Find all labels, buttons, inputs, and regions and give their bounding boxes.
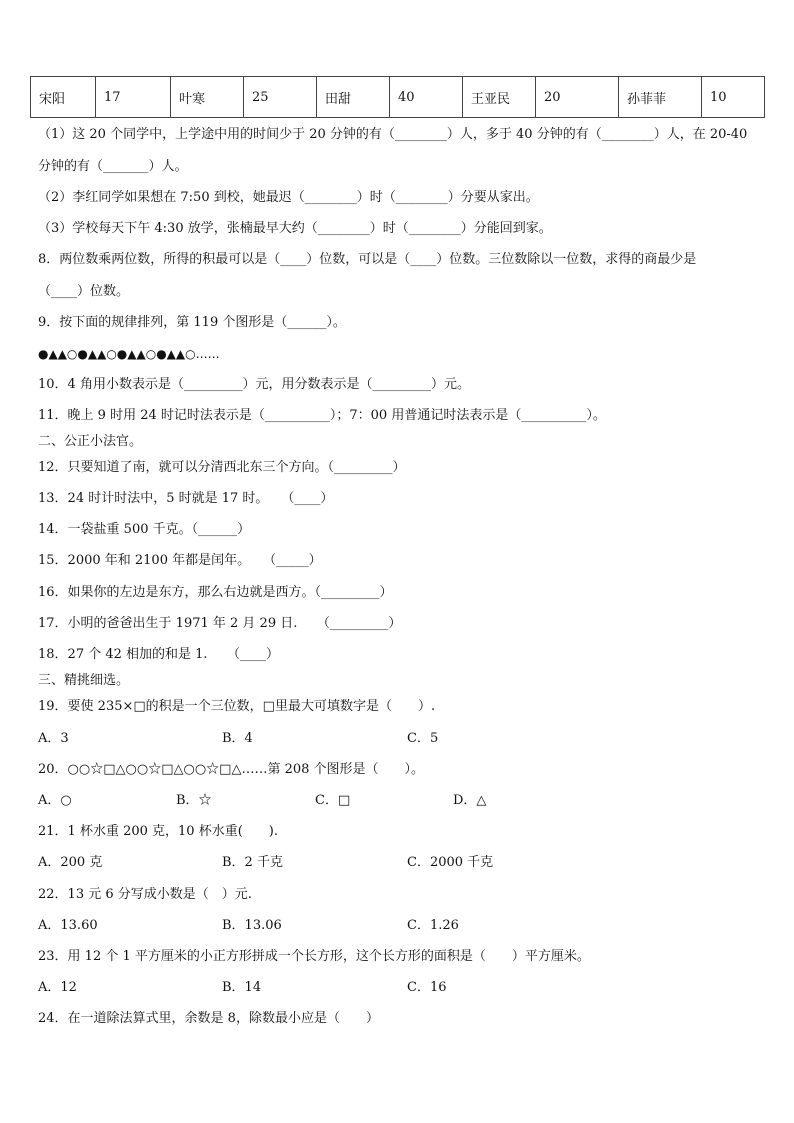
question-17: 17．小明的爸爸出生于 1971 年 2 月 29 日. （_________） <box>38 616 402 631</box>
question-11: 11．晚上 9 时用 24 时记时法表示是（__________）；7：00 用普通记时法表示是（__________）。 <box>38 408 606 423</box>
option-a: A．13.60 <box>38 918 98 933</box>
option-a: A．3 <box>38 731 69 746</box>
commute-time-table <box>30 76 765 118</box>
question-20: 20．○○☆□△○○☆□△○○☆□△……第 208 个图形是（ ）。 <box>38 762 425 777</box>
question-16: 16．如果你的左边是东方，那么右边就是西方。（_________） <box>38 585 393 600</box>
question-19: 19．要使 235×□的积是一个三位数，□里最大可填数字是（ ）. <box>38 699 436 714</box>
question-7-part-1: （1）这 20 个同学中，上学途中用的时间少于 20 分钟的有（________）人，多于 40 分钟的有（________）人，在 20-40 <box>38 127 748 142</box>
table-cell: 20 <box>536 77 619 118</box>
option-b: B．4 <box>222 731 253 746</box>
question-24: 24．在一道除法算式里，余数是 8，除数最小应是（ ） <box>38 1011 379 1026</box>
section-heading-true-false: 二、公正小法官。 <box>38 434 143 449</box>
question-9: 9．按下面的规律排列，第 119 个图形是（______）。 <box>38 315 346 330</box>
option-c: C．5 <box>407 731 439 746</box>
table-row <box>31 77 765 118</box>
table-cell: 田甜 <box>317 77 390 118</box>
table-cell: 17 <box>96 77 171 118</box>
question-18: 18．27 个 42 相加的和是 1. （____） <box>38 647 280 662</box>
question-10: 10．4 角用小数表示是（_________）元，用分数表示是（_________）元。 <box>38 377 470 392</box>
option-b: B．2 千克 <box>222 855 283 870</box>
option-a: A．200 克 <box>38 855 103 870</box>
table-cell: 40 <box>390 77 463 118</box>
option-c: C．□ <box>315 793 351 808</box>
question-7-part-3: （3）学校每天下午 4:30 放学，张楠最早大约（________）时（________）分能回到家。 <box>38 221 552 236</box>
option-c: C．2000 千克 <box>407 855 494 870</box>
question-8: 8．两位数乘两位数，所得的积最可以是（____）位数，可以是（____）位数。三位数除以一位数，求得的商最少是 <box>38 252 697 267</box>
question-15: 15．2000 年和 2100 年都是闰年。 （_____） <box>38 553 322 568</box>
option-b: B．14 <box>222 980 262 995</box>
table-cell: 宋阳 <box>31 77 96 118</box>
option-b: B．☆ <box>176 793 212 808</box>
table-cell: 叶寒 <box>171 77 244 118</box>
question-22: 22．13 元 6 分写成小数是（ ）元. <box>38 887 252 902</box>
option-c: C．16 <box>407 980 447 995</box>
question-23: 23．用 12 个 1 平方厘米的小正方形拼成一个长方形，这个长方形的面积是（ ）平方厘米。 <box>38 949 590 964</box>
table-cell: 孙菲菲 <box>619 77 702 118</box>
question-12: 12．只要知道了南，就可以分清西北东三个方向。（_________） <box>38 460 406 475</box>
question-13: 13．24 时计时法中，5 时就是 17 时。 （____） <box>38 491 334 506</box>
option-d: D．△ <box>453 793 487 808</box>
question-7-part-2: （2）李红同学如果想在 7:50 到校，她最迟（________）时（________）分要从家出。 <box>38 190 539 205</box>
option-a: A．12 <box>38 980 77 995</box>
question-9-pattern: ●▲▲○●▲▲○●▲▲○●▲▲○…… <box>38 347 220 361</box>
option-c: C．1.26 <box>407 918 459 933</box>
question-8-cont: （____）位数。 <box>38 284 130 299</box>
table-cell: 10 <box>702 77 765 118</box>
table-cell: 25 <box>244 77 317 118</box>
table-cell: 王亚民 <box>463 77 536 118</box>
option-b: B．13.06 <box>222 918 282 933</box>
question-14: 14．一袋盐重 500 千克。（______） <box>38 522 251 537</box>
question-7-part-1-cont: 分钟的有（_______）人。 <box>38 159 188 174</box>
option-a: A．○ <box>38 793 72 808</box>
section-heading-multiple-choice: 三、精挑细选。 <box>38 673 130 688</box>
question-21: 21．1 杯水重 200 克，10 杯水重( ). <box>38 824 278 839</box>
